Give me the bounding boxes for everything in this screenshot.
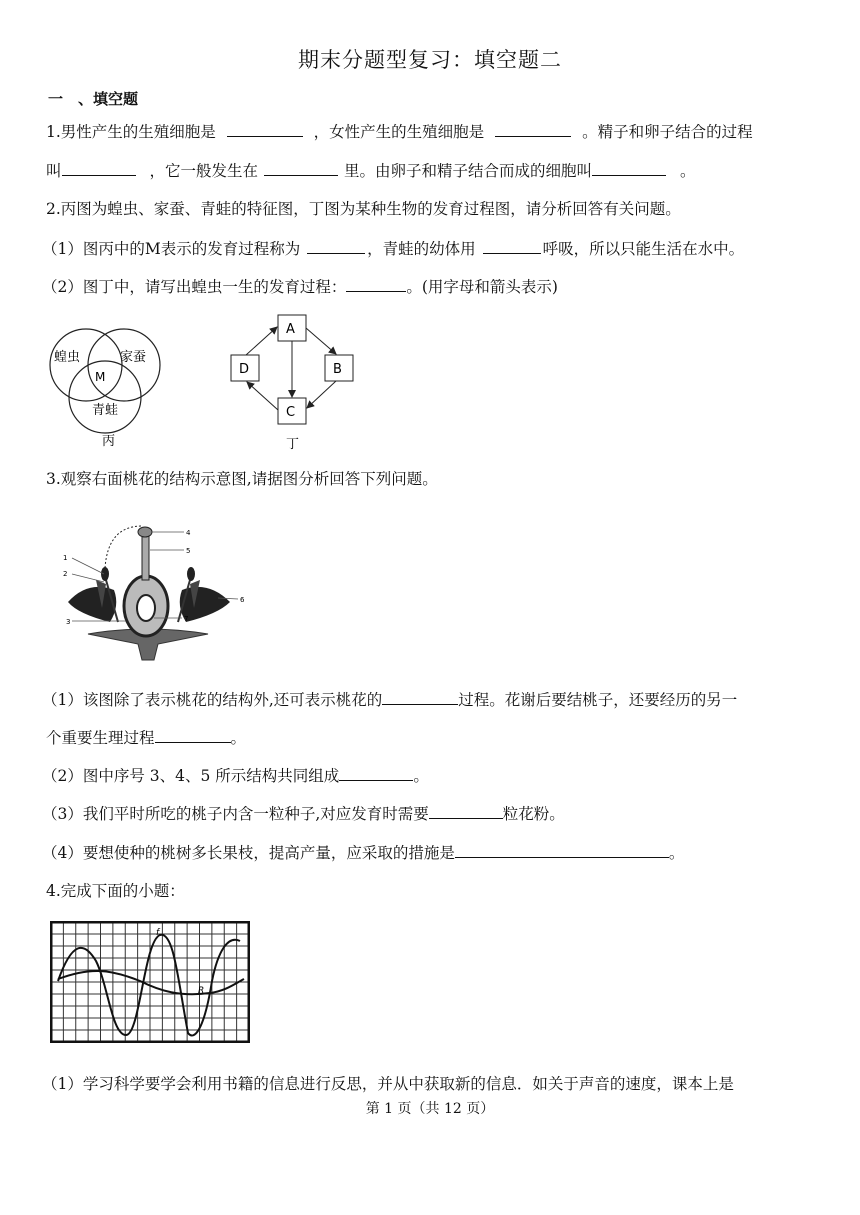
q3-text: 个重要生理过程	[46, 729, 155, 747]
q1-text: 。精子和卵子结合的过程	[582, 123, 753, 141]
q3-text: （3）我们平时所吃的桃子内含一粒种子,对应发育时需要	[42, 805, 429, 823]
q1-line2	[46, 159, 696, 181]
answer-blank[interactable]	[346, 277, 406, 292]
answer-blank[interactable]	[429, 804, 503, 819]
q1-text: 1.男性产生的生殖细胞是	[46, 123, 216, 141]
flower-label-7: 7	[184, 615, 189, 623]
q1-line1	[46, 120, 753, 142]
node-a-label: A	[286, 322, 295, 337]
q3-part3	[42, 802, 565, 824]
answer-blank[interactable]	[307, 239, 365, 254]
answer-blank[interactable]	[62, 161, 136, 176]
q2-part1	[42, 237, 744, 259]
q2-text: （1）图丙中的M表示的发育过程称为	[42, 240, 301, 258]
flower-label-5: 5	[186, 547, 191, 555]
arrow-d-a	[246, 327, 277, 355]
q2-text: ，青蛙的幼体用	[367, 240, 476, 258]
answer-blank[interactable]	[455, 843, 669, 858]
q3-stem: 3.观察右面桃花的结构示意图,请据图分析回答下列问题。	[46, 470, 438, 488]
page-title: 期末分题型复习：填空题二	[298, 48, 562, 72]
answer-blank[interactable]	[382, 690, 458, 705]
q1-text: 叫	[46, 162, 62, 180]
arrow-b-c	[307, 381, 336, 408]
venn-label-silkworm: 家蚕	[120, 350, 147, 365]
q3-text: 。	[668, 844, 685, 862]
section-heading: 一 、填空题	[48, 90, 139, 108]
q3-text: （4）要想使种的桃树多长果枝，提高产量，应采取的措施是	[42, 844, 455, 862]
q1-text: ，女性产生的生殖细胞是	[313, 123, 485, 141]
q4-part1: （1）学习科学要学会利用书籍的信息进行反思，并从中获取新的信息．如关于声音的速度，课本上是	[42, 1075, 734, 1093]
flower-label-6: 6	[240, 596, 245, 604]
arrow-a-b	[306, 328, 336, 354]
q3-text: 。	[230, 729, 247, 747]
node-c-label: C	[286, 405, 296, 420]
answer-blank[interactable]	[483, 239, 541, 254]
q3-part1-line2	[46, 726, 246, 748]
answer-blank[interactable]	[264, 161, 338, 176]
venn-label-locust: 蝗虫	[54, 350, 81, 365]
wave-label-r: R	[198, 986, 205, 996]
wave-label-f: f	[156, 928, 160, 938]
q3-part2	[42, 764, 429, 786]
venn-circle	[88, 329, 160, 401]
answer-blank[interactable]	[495, 122, 571, 137]
q2-part2	[42, 275, 558, 297]
q3-part1-line1	[42, 688, 737, 710]
venn-caption: 丙	[102, 434, 116, 449]
q3-part4	[42, 841, 684, 863]
wave-r	[58, 971, 244, 994]
q1-text: ，它一般发生在	[149, 162, 259, 180]
venn-label-center: M	[95, 370, 106, 384]
node-d-label: D	[239, 362, 250, 377]
q2-text: 呼吸，所以只能生活在水中。	[542, 240, 745, 258]
q3-text: 过程。花谢后要结桃子，还要经历的另一	[458, 691, 738, 709]
q1-text: 里。由卵子和精子结合而成的细胞叫	[344, 162, 593, 180]
q2-stem: 2.丙图为蝗虫、家蚕、青蛙的特征图，丁图为某种生物的发育过程图，请分析回答有关问题。	[46, 200, 681, 218]
flower-label-1: 1	[63, 554, 68, 562]
q1-text: 。	[680, 162, 696, 180]
arrow-c-d	[247, 382, 278, 410]
flower-label-3: 3	[66, 618, 71, 626]
venn-diagram	[44, 325, 174, 451]
q2-text: （2）图丁中，请写出蝗虫一生的发育过程：	[42, 278, 347, 296]
q3-text: 粒花粉。	[502, 805, 565, 823]
q4-stem: 4.完成下面的小题：	[46, 882, 185, 900]
venn-circle	[50, 329, 122, 401]
answer-blank[interactable]	[339, 766, 413, 781]
waveform-grid	[50, 921, 250, 1043]
cycle-diagram	[228, 312, 358, 454]
cycle-caption: 丁	[286, 437, 300, 452]
flower-label-2: 2	[63, 570, 68, 578]
q3-text: （2）图中序号 3、4、5 所示结构共同组成	[42, 767, 340, 785]
venn-label-frog: 青蛙	[92, 403, 119, 418]
flower-label-4: 4	[186, 529, 191, 537]
q2-text: 。(用字母和箭头表示)	[406, 278, 558, 296]
answer-blank[interactable]	[227, 122, 303, 137]
answer-blank[interactable]	[155, 728, 231, 743]
q3-text: 。	[413, 767, 429, 785]
q3-text: （1）该图除了表示桃花的结构外,还可表示桃花的	[42, 691, 383, 709]
peach-flower-diagram	[58, 518, 250, 664]
page-footer: 第 1 页（共 12 页）	[365, 1101, 495, 1117]
node-b-label: B	[333, 362, 342, 377]
answer-blank[interactable]	[592, 161, 666, 176]
